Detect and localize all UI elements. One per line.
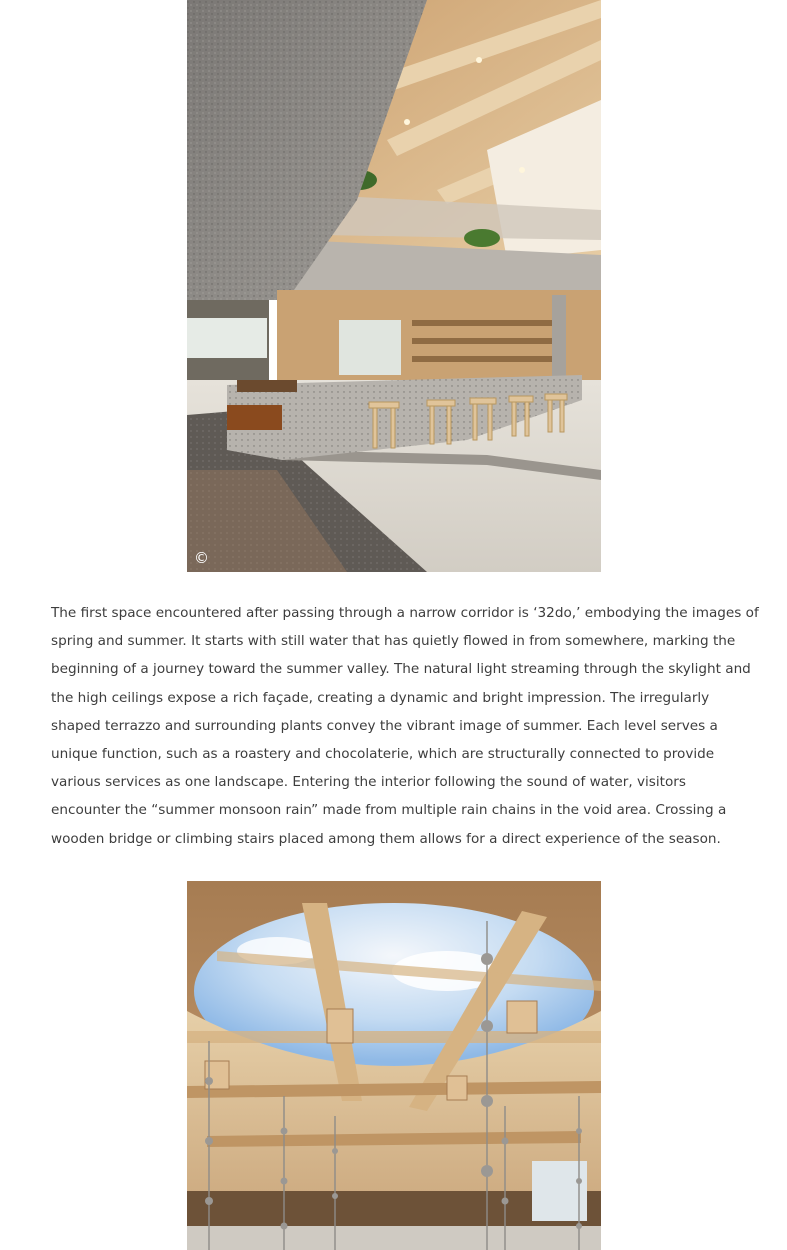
- paragraph-line: spring and summer. It starts with still water that has quietly flowed in from somewhere, marking the: [51, 633, 736, 650]
- paragraph-line: The first space encountered after passing through a narrow corridor is ‘32do,’ embodying the images of: [51, 605, 759, 621]
- paragraph-line: beginning of a journey toward the summer valley. The natural light streaming through the skylight and: [51, 661, 751, 678]
- paragraph-line: wooden bridge or climbing stairs placed among them allows for a direct experience of the season.: [51, 830, 721, 847]
- paragraph-line: various services as one landscape. Entering the interior following the sound of water, visitors: [51, 774, 686, 791]
- skylight-void-illustration: [187, 881, 601, 1250]
- interior-bar-illustration: [187, 0, 601, 572]
- paragraph-line: unique function, such as a roastery and chocolaterie, which are structurally connected to provide: [51, 746, 715, 763]
- paragraph-line: encounter the “summer monsoon rain” made from multiple rain chains in the void area. Crossing a: [51, 802, 727, 819]
- copyright-mark: ©: [194, 549, 209, 567]
- interior-bar-photo: [187, 0, 601, 572]
- article-paragraph: [51, 599, 759, 853]
- skylight-void-photo: [187, 881, 601, 1250]
- paragraph-line: shaped terrazzo and surrounding plants convey the vibrant image of summer. Each level serves a: [51, 717, 718, 734]
- paragraph-line: the high ceilings expose a rich façade, creating a dynamic and bright impression. The irregularly: [51, 689, 710, 706]
